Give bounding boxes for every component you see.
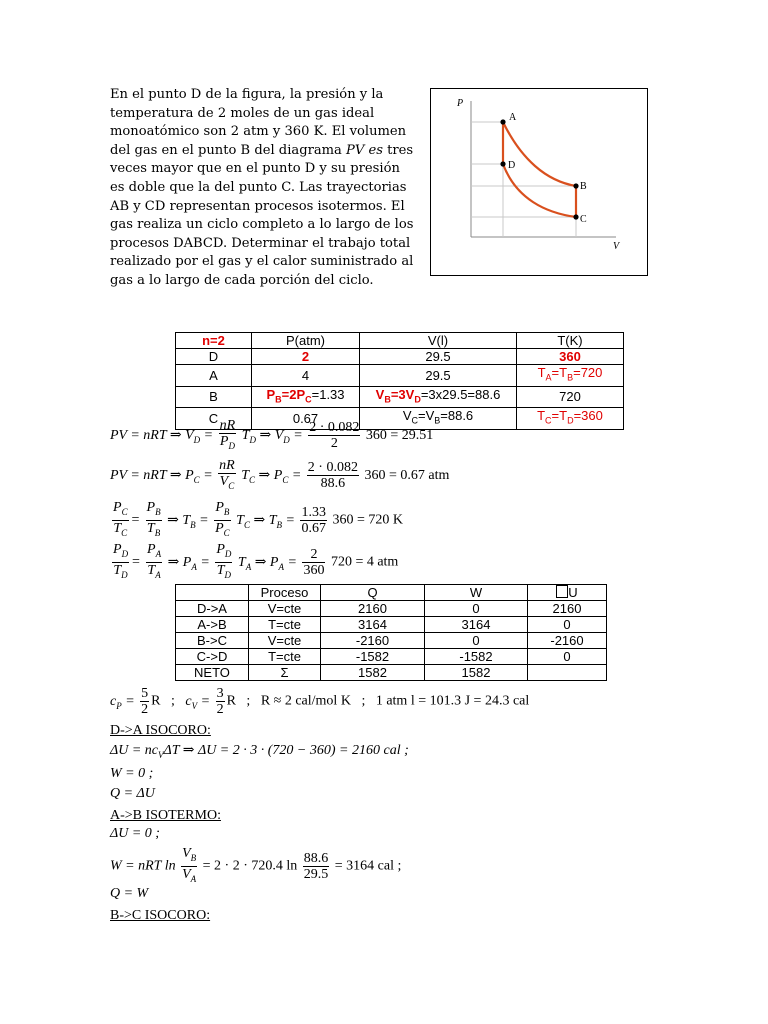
table-row: NETO Σ 1582 1582 [176, 665, 607, 681]
missing-glyph-icon [556, 585, 568, 598]
equation-tb: $\frac{P_C}{T_C}$ = $\frac{P_B}{T_B}$ ⇒ $T_B$ = $\frac{P_B}{P_C}$ $T_C$ ⇒ $T_B$ = $\frac{1.33}{0.67}$ 360 = 720 K [113, 500, 403, 538]
point-a [500, 119, 505, 124]
label-b: B [580, 181, 587, 192]
label-c: C [580, 214, 587, 225]
da-line-3: Q = ΔU [110, 786, 155, 801]
process-table [175, 584, 607, 681]
table-row: B $P_B=2P_C=1.33$ $V_B=3V_D=3x29.5=88.6$ 720 [176, 386, 624, 408]
pv-diagram-svg [431, 89, 647, 275]
table-row: A->B T=cte 3164 3164 0 [176, 617, 607, 633]
table-row: C 0.67 $V_C=V_B=88.6$ $T_C=T_D=360$ [176, 408, 624, 430]
problem-statement: En el punto D de la figura, la presión y la temperatura de 2 moles de un gas ideal monoatómico son 2 atm y 360 K. El volumen del gas en el punto B del diagrama PV es tres veces mayor que en el punto D y su presión es doble que la del punto C. Las trayectorias AB y CD representan procesos isotermos. El gas realiza un ciclo completo a lo largo de los procesos DABCD. Determinar el trabajo total realizado por el gas y el calor suministrado al gas a lo largo de cada porción del ciclo. [110, 87, 414, 288]
table-header: W [425, 585, 528, 601]
da-line-1: $\Delta U = nc_V\Delta T$ ⇒ ΔU = 2 · 3 · (720 − 360) = 2160 cal ; [110, 743, 409, 760]
equation-vd: PV = nRT ⇒ $V_D$ = $\frac{nR}{P_D}$ $T_D$ ⇒ $V_D$ = $\frac{2 \cdot 0.082}{2}$ 360 = 29.51 [110, 418, 434, 452]
ab-line-2: W = nRT ln $\frac{V_B}{V_A}$ = 2 · 2 · 720.4 ln $\frac{88.6}{29.5}$ = 3164 cal ; [110, 846, 402, 884]
table-header: Proceso [249, 585, 321, 601]
axis-label-v: V [613, 241, 620, 252]
point-c [573, 214, 578, 219]
section-title-bc: B->C ISOCORO: [110, 908, 211, 923]
point-d [500, 161, 505, 166]
table-header: U [528, 585, 607, 601]
table-header: Q [321, 585, 425, 601]
equation-pa: $\frac{P_D}{T_D}$ = $\frac{P_A}{T_A}$ ⇒ $P_A$ = $\frac{P_D}{T_D}$ $T_A$ ⇒ $P_A$ = $\frac{2}{360}$ 720 = 4 atm [113, 542, 399, 580]
section-title-ab: A->B ISOTERMO: [110, 808, 221, 823]
ab-line-3: Q = W [110, 886, 149, 901]
table-row: D->A V=cte 2160 0 2160 [176, 601, 607, 617]
table-row: B->C V=cte -2160 0 -2160 [176, 633, 607, 649]
pv-diagram [430, 88, 648, 276]
table-header: T(K) [517, 333, 624, 349]
table-header: V(l) [360, 333, 517, 349]
equation-pc: PV = nRT ⇒ $P_C$ = $\frac{nR}{V_C}$ $T_C$ ⇒ $P_C$ = $\frac{2 \cdot 0.082}{88.6}$ 360 = 0.67 atm [110, 458, 450, 492]
table-row: D 2 29.5 360 [176, 349, 624, 365]
label-a: A [509, 112, 517, 123]
table-row: C->D T=cte -1582 -1582 0 [176, 649, 607, 665]
point-b [573, 183, 578, 188]
axis-label-p: P [457, 98, 464, 109]
table-row: A 4 29.5 $T_A=T_B=720$ [176, 365, 624, 387]
ab-line-1: ΔU = 0 ; [110, 826, 160, 841]
section-title-da: D->A ISOCORO: [110, 723, 211, 738]
table-header: P(atm) [252, 333, 360, 349]
constants-line: $c_P$ = $\frac{5}{2}$ R ; $c_V$ = $\frac{3}{2}$ R ; R ≈ 2 cal/mol K ; 1 atm l = 101.3 J = 24.3 cal [110, 686, 530, 717]
table-header: n=2 [176, 333, 252, 349]
label-d: D [508, 160, 516, 171]
da-line-2: W = 0 ; [110, 766, 154, 781]
state-table [175, 332, 624, 430]
